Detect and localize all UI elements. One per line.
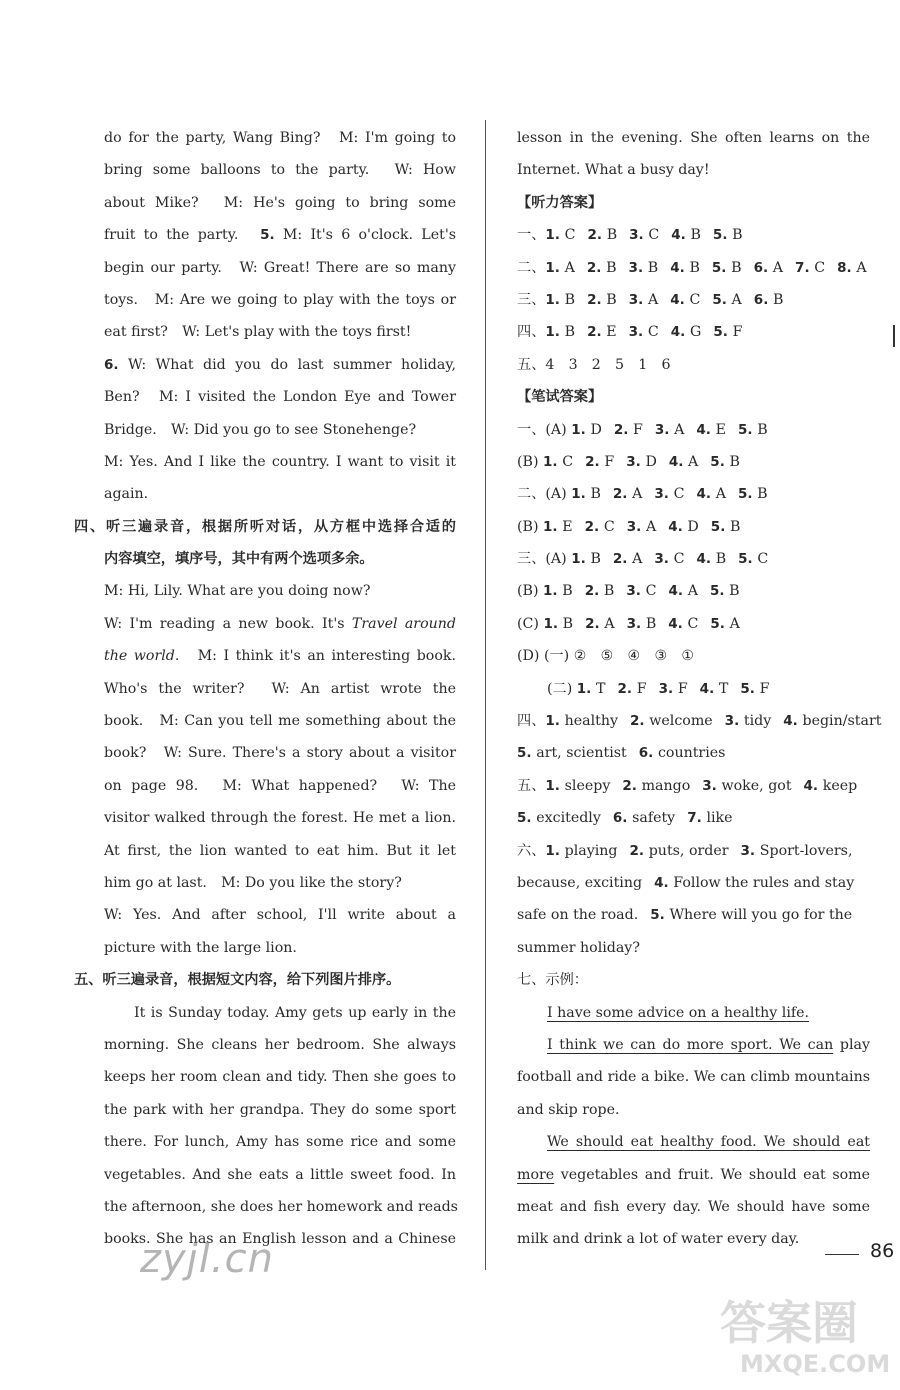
- text-line: books. She has an English lesson and a Chinese: [104, 1231, 456, 1248]
- answer-item: 1. B: [545, 324, 576, 341]
- answer-prefix: 六、: [517, 842, 546, 859]
- left-column: [74, 122, 458, 1256]
- text-line: book? W: Sure. There's a story about a visitor: [104, 745, 456, 762]
- answer-prefix: 一、: [517, 227, 546, 244]
- answer-item: 3. A: [628, 291, 659, 308]
- essay-line: We should eat healthy food. We should eat: [547, 1134, 870, 1151]
- answer-item: 5. A: [710, 615, 740, 632]
- answer-line: [517, 608, 870, 640]
- answer-line: [517, 737, 870, 769]
- answer-line: (D) (一) ② ⑤ ④ ③ ①: [517, 648, 695, 665]
- answer-item: 1. healthy: [545, 713, 619, 730]
- text-line: bring some balloons to the party. W: How: [104, 162, 456, 179]
- text-line: on page 98. M: What happened? W: The: [104, 777, 456, 794]
- column-divider: [485, 120, 486, 1270]
- answer-line: [517, 705, 882, 737]
- answer-item: because, exciting: [517, 874, 643, 891]
- answer-item: 1. E: [543, 518, 573, 535]
- text-line: do for the party, Wang Bing? M: I'm going to: [104, 130, 456, 146]
- answer-item: 3. A: [626, 518, 657, 535]
- answer-item: 6. countries: [638, 745, 726, 762]
- text-line: W: Yes. And after school, I'll write about a: [104, 907, 456, 924]
- answer-item: 5. excitedly: [517, 810, 601, 827]
- answer-item: 2. A: [612, 551, 643, 568]
- answer-line: [517, 770, 870, 802]
- text-line: him go at last. M: Do you like the story?: [104, 874, 402, 891]
- answer-line: [517, 867, 870, 899]
- answer-item: 1. B: [545, 291, 576, 308]
- answer-line: 七、示例：: [517, 972, 588, 989]
- answer-line: [517, 478, 870, 510]
- answer-item: 2. F: [617, 680, 647, 697]
- answer-item: 4. A: [668, 453, 699, 470]
- answer-item: 2. A: [585, 615, 615, 632]
- answer-line: [517, 219, 870, 251]
- text-line: morning. She cleans her bedroom. She always: [104, 1036, 456, 1053]
- text-line: visitor walked through the forest. He met a lion.: [104, 810, 456, 827]
- answer-line: 五、4 3 2 5 1 6: [517, 356, 671, 373]
- answer-item: 6. A: [753, 259, 784, 276]
- answer-item: 5. F: [713, 324, 743, 341]
- answer-prefix: (B): [517, 518, 544, 535]
- answer-item: 7. C: [795, 259, 826, 276]
- essay-line: and skip rope.: [517, 1101, 620, 1118]
- text-line: fruit to the party. 5. M: It's 6 o'clock. Let's: [104, 227, 456, 244]
- answer-line: [517, 511, 870, 543]
- text-line: M: Hi, Lily. What are you doing now?: [104, 583, 371, 600]
- answer-item: 4. D: [668, 518, 699, 535]
- answer-item: 6. B: [753, 291, 784, 308]
- text-line: lesson in the evening. She often learns on the: [517, 130, 870, 146]
- answer-item: 7. like: [687, 810, 733, 827]
- answer-item: 5. art, scientist: [517, 745, 627, 762]
- answer-item: 5. A: [712, 291, 742, 308]
- answer-item: 5. B: [737, 486, 768, 503]
- answer-line: [517, 802, 870, 834]
- watermark-right-bottom: MXQE.COM: [740, 1350, 891, 1378]
- answer-item: 2. puts, order: [629, 842, 729, 859]
- answer-item: 1. B: [543, 583, 573, 600]
- answer-item: 5. B: [710, 453, 740, 470]
- answer-item: 5. Where will you go for the: [650, 907, 853, 924]
- answer-item: 4. begin/start: [783, 713, 882, 730]
- answer-item: 3. C: [654, 486, 685, 503]
- answer-item: 6. safety: [612, 810, 676, 827]
- written-answers-header: 【笔试答案】: [517, 389, 603, 406]
- answer-item: 3. B: [628, 259, 659, 276]
- text-line: the park with her grandpa. They do some sport: [104, 1101, 456, 1118]
- answer-item: safe on the road.: [517, 907, 639, 924]
- answer-prefix: (B): [517, 583, 544, 600]
- answer-item: 1. A: [545, 259, 575, 276]
- right-column: [517, 122, 882, 1256]
- text-line: eat first? W: Let's play with the toys first!: [104, 324, 412, 341]
- answer-prefix: (B): [517, 453, 544, 470]
- answer-item: 5. C: [738, 551, 769, 568]
- answer-line: [517, 414, 870, 446]
- answer-line: [517, 446, 870, 478]
- answer-item: 3. C: [654, 551, 685, 568]
- text-line: Bridge. W: Did you go to see Stonehenge?: [104, 421, 417, 438]
- answer-item: 5. B: [710, 518, 741, 535]
- answer-item: 2. C: [584, 518, 615, 535]
- answer-prefix: 四、: [517, 713, 546, 730]
- answer-item: 4. C: [670, 291, 701, 308]
- text-line: At first, the lion wanted to eat him. But it let: [104, 842, 456, 859]
- answer-line: [517, 284, 870, 316]
- text-line: toys. M: Are we going to play with the toys or: [104, 291, 456, 308]
- answer-item: 4. G: [670, 324, 702, 341]
- answer-item: 2. B: [587, 227, 618, 244]
- answer-item: 5. F: [740, 680, 770, 697]
- page-number: 86: [870, 1240, 895, 1262]
- essay-line: more vegetables and fruit. We should eat some: [517, 1166, 870, 1183]
- answer-prefix: 二、: [517, 259, 546, 276]
- answer-item: 4. A: [668, 583, 698, 600]
- answer-item: 1. C: [543, 453, 574, 470]
- text-line: picture with the large lion.: [104, 939, 297, 956]
- answer-item: 2. F: [585, 453, 615, 470]
- answer-item: 3. F: [658, 680, 688, 697]
- answer-prefix: 三、(A): [517, 551, 572, 568]
- text-line: Internet. What a busy day!: [517, 162, 710, 179]
- answer-item: 4. Follow the rules and stay: [654, 874, 855, 891]
- answer-item: 2. B: [584, 583, 615, 600]
- essay-line: football and ride a bike. We can climb mountains: [517, 1069, 870, 1086]
- answer-item: 2. B: [587, 291, 617, 308]
- answer-item: 3. D: [626, 453, 657, 470]
- answer-item: 3. C: [626, 583, 657, 600]
- answer-item: 2. E: [587, 324, 617, 341]
- answer-item: 1. B: [543, 615, 574, 632]
- answer-item: 4. B: [696, 551, 727, 568]
- answer-item: 2. B: [586, 259, 617, 276]
- listening-answers-header: 【听力答案】: [517, 194, 603, 211]
- answer-item: 4. T: [699, 680, 729, 697]
- section-heading: 内容填空，填序号，其中有两个选项多余。: [104, 551, 374, 568]
- answer-item: 3. woke, got: [702, 777, 792, 794]
- text-line: keeps her room clean and tidy. Then she goes to: [104, 1069, 456, 1086]
- answer-item: 4. B: [670, 259, 700, 276]
- text-line: Who's the writer? W: An artist wrote the: [104, 680, 456, 697]
- answer-line: [517, 575, 870, 607]
- text-line: there. For lunch, Amy has some rice and some: [104, 1134, 456, 1151]
- answer-item: 3. A: [654, 421, 685, 438]
- text-line: M: Yes. And I like the country. I want to visit it: [104, 453, 456, 470]
- answer-line: [517, 316, 870, 348]
- answer-item: 2. welcome: [630, 713, 713, 730]
- answer-prefix: (二): [547, 680, 577, 697]
- text-line: again.: [104, 486, 149, 503]
- answer-item: 1. playing: [545, 842, 618, 859]
- answer-prefix: 五、: [517, 777, 546, 794]
- answer-line: [517, 673, 870, 705]
- answer-item: 3. tidy: [724, 713, 772, 730]
- text-line: about Mike? M: He's going to bring some: [104, 194, 456, 211]
- answer-prefix: (C): [517, 615, 544, 632]
- answer-prefix: 四、: [517, 324, 546, 341]
- text-line: 6. W: What did you do last summer holiday,: [104, 356, 456, 373]
- text-line: vegetables. And she eats a little sweet food. In: [104, 1166, 456, 1183]
- answer-item: 4. C: [668, 615, 699, 632]
- essay-line: meat and fish every day. We should have some: [517, 1198, 870, 1215]
- answer-item: 4. A: [696, 486, 726, 503]
- answer-line: [517, 252, 870, 284]
- answer-item: 3. C: [629, 227, 660, 244]
- answer-item: 1. D: [571, 421, 602, 438]
- text-line: the world. M: I think it's an interesting book.: [104, 648, 456, 665]
- answer-item: 5. B: [709, 583, 740, 600]
- answer-item: 3. B: [626, 615, 657, 632]
- answer-item: 4. keep: [803, 777, 858, 794]
- answer-line: summer holiday?: [517, 939, 640, 956]
- page-number-dash: [825, 1254, 859, 1255]
- answer-item: 1. B: [571, 486, 601, 503]
- answer-item: 8. A: [837, 259, 867, 276]
- answer-item: 1. C: [545, 227, 576, 244]
- watermark-left: zyjl.cn: [140, 1236, 274, 1282]
- answer-prefix: 二、(A): [517, 486, 572, 503]
- answer-item: 3. Sport-lovers,: [740, 842, 853, 859]
- answer-item: 4. E: [696, 421, 726, 438]
- section-heading: 四、听三遍录音，根据所听对话，从方框中选择合适的: [74, 518, 456, 535]
- answer-item: 1. sleepy: [545, 777, 611, 794]
- text-line: It is Sunday today. Amy gets up early in the: [134, 1004, 456, 1021]
- answer-line: [517, 543, 870, 575]
- answer-item: 4. B: [671, 227, 701, 244]
- watermark-right-top: 答案圈: [720, 1296, 858, 1350]
- answer-item: 1. T: [576, 680, 606, 697]
- text-line: begin our party. W: Great! There are so many: [104, 259, 456, 276]
- answer-item: 1. B: [571, 551, 601, 568]
- answer-item: 2. A: [612, 486, 643, 503]
- text-line: book. M: Can you tell me something about the: [104, 713, 456, 730]
- answer-line: [517, 899, 870, 931]
- answer-line: [517, 835, 870, 867]
- answer-item: 5. B: [712, 227, 743, 244]
- answer-item: 5. B: [711, 259, 742, 276]
- page-edge-mark: [893, 325, 895, 347]
- answer-prefix: 三、: [517, 291, 546, 308]
- answer-item: 2. mango: [622, 777, 691, 794]
- answer-item: 2. F: [613, 421, 643, 438]
- section-heading: 五、听三遍录音，根据短文内容，给下列图片排序。: [74, 972, 401, 989]
- answer-prefix: 一、(A): [517, 421, 572, 438]
- essay-line: I have some advice on a healthy life.: [547, 1004, 810, 1021]
- essay-line: I think we can do more sport. We can play: [547, 1036, 870, 1053]
- text-line: W: I'm reading a new book. It's Travel around: [104, 615, 456, 632]
- text-line: Ben? M: I visited the London Eye and Tower: [104, 389, 456, 406]
- text-line: the afternoon, she does her homework and reads: [104, 1198, 458, 1215]
- answer-item: 3. C: [628, 324, 659, 341]
- answer-item: 5. B: [737, 421, 768, 438]
- essay-line: milk and drink a lot of water every day.: [517, 1231, 800, 1248]
